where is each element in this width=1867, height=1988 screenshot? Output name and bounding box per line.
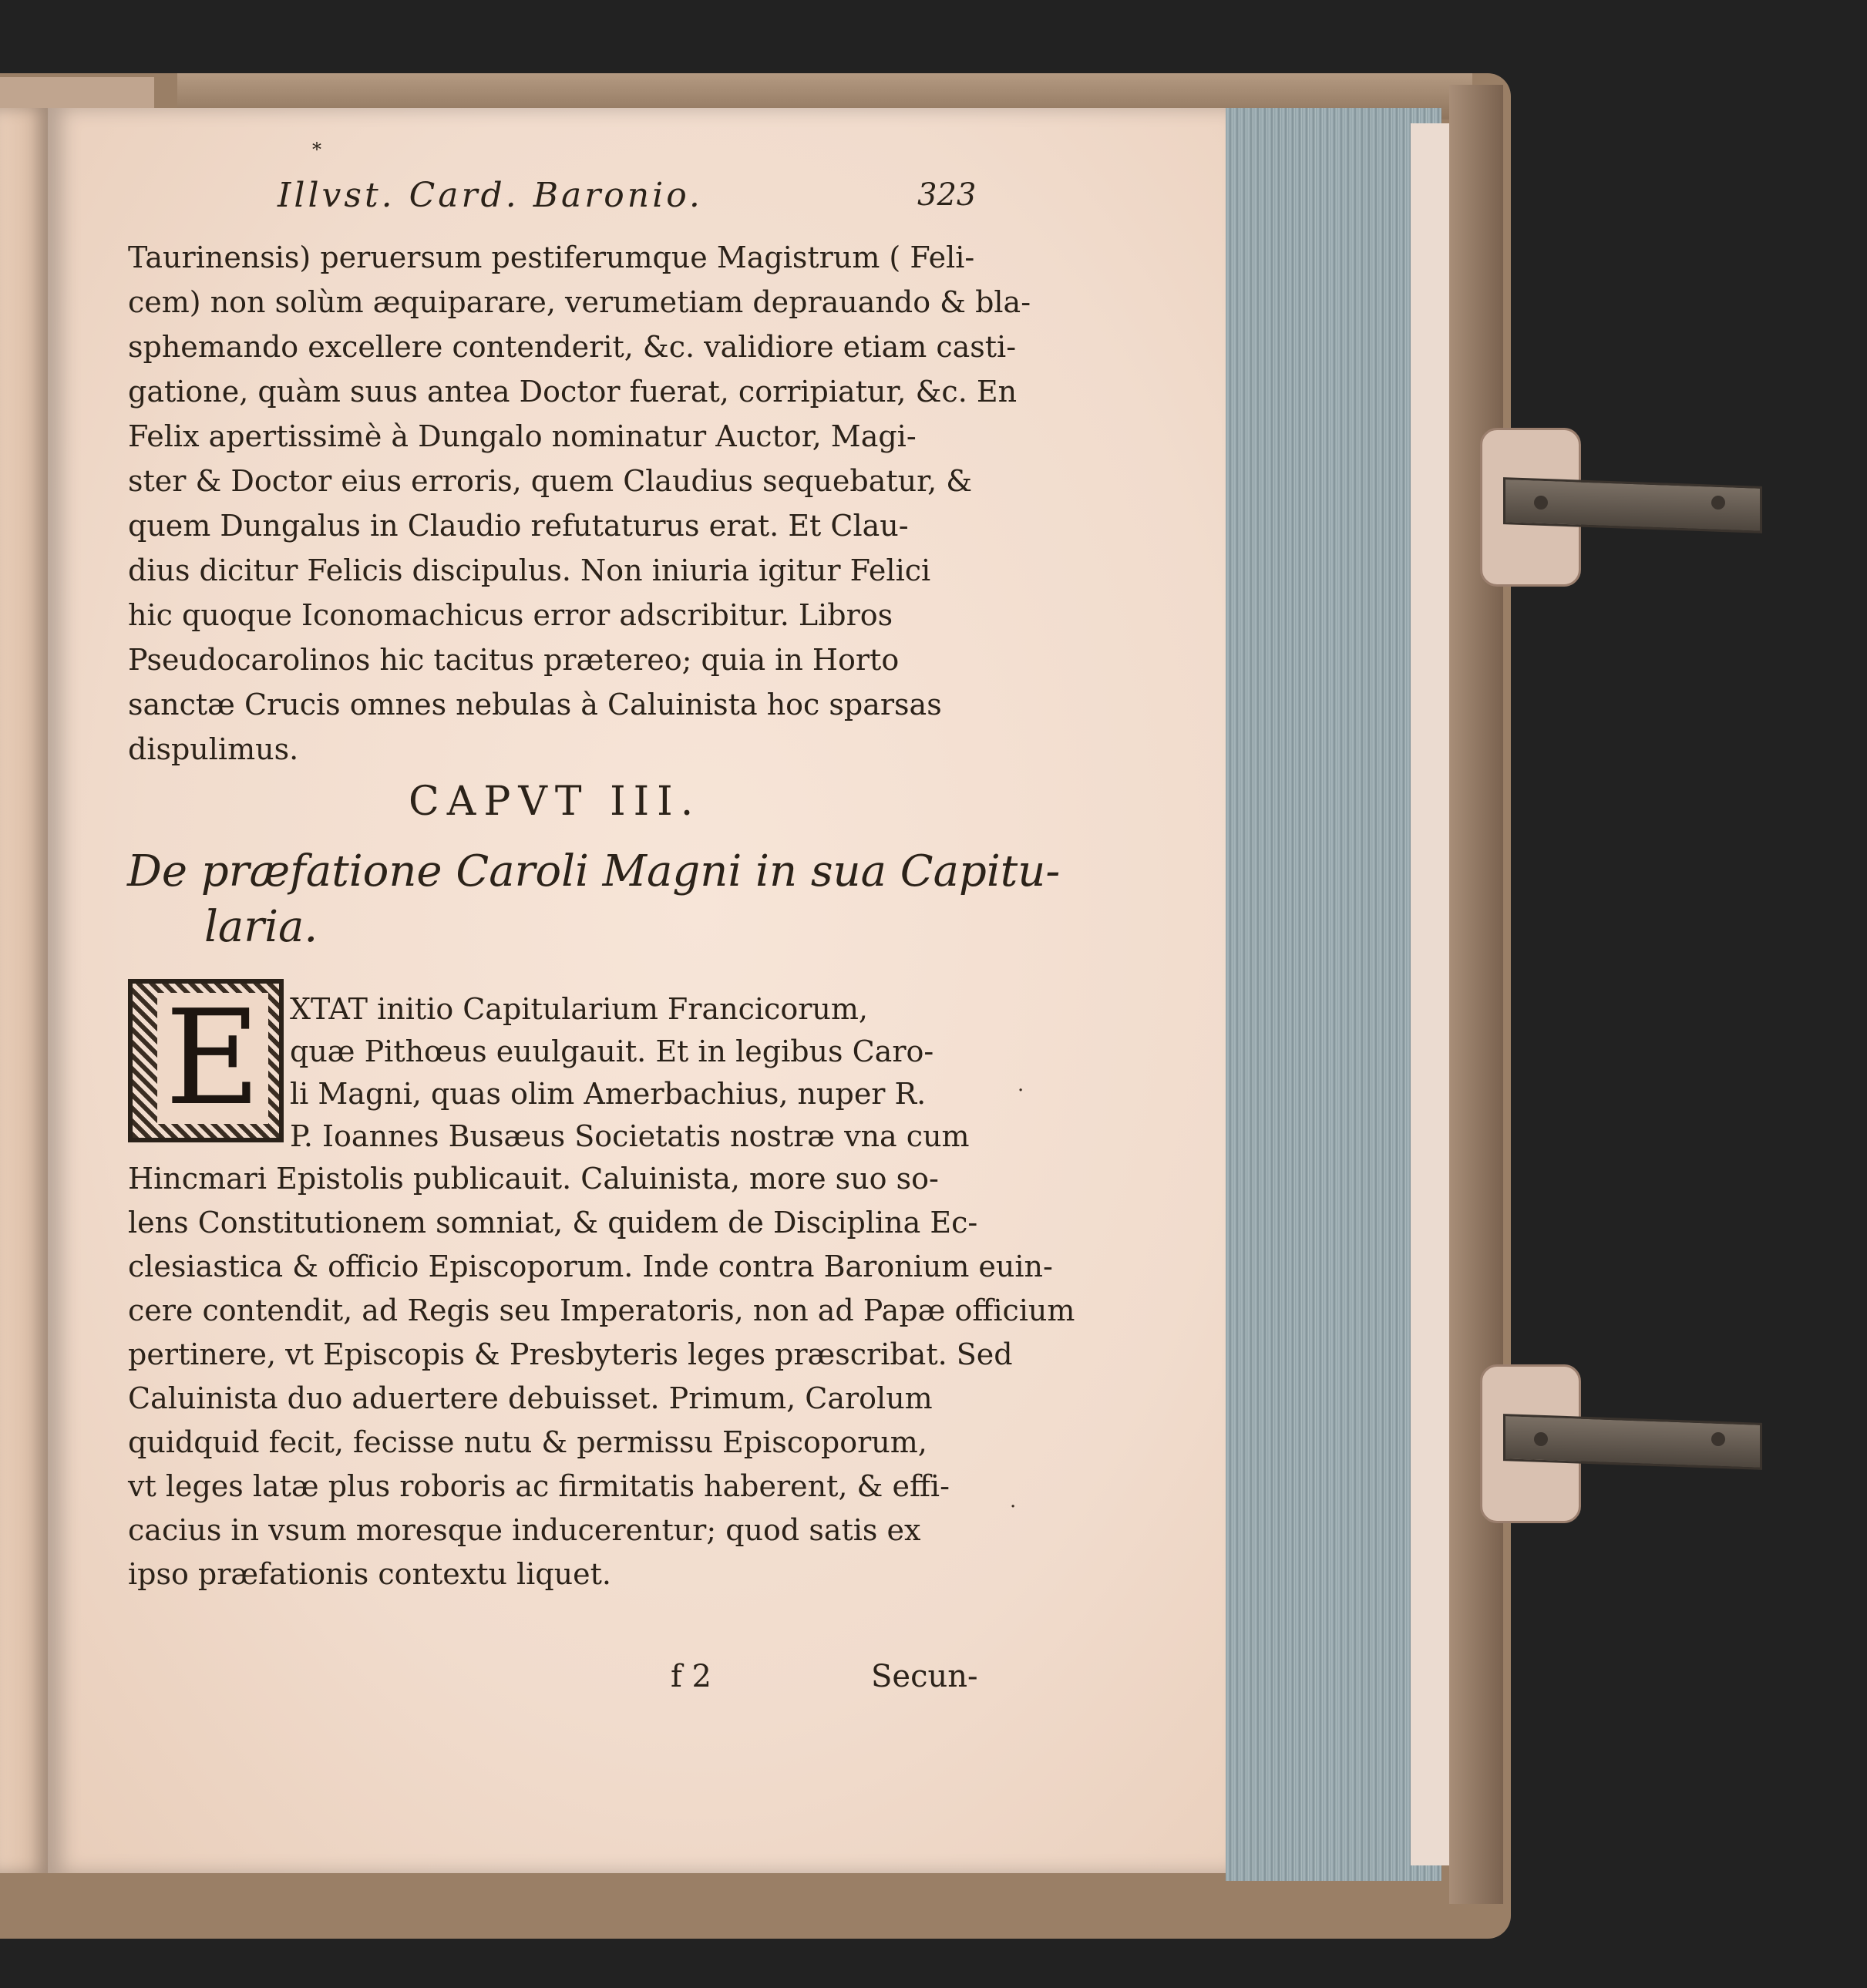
text-line: li Magni, quas olim Amerbachius, nuper R. [290, 1077, 927, 1111]
chapter-title-line: De præfatione Caroli Magni in sua Capitu- [127, 846, 1061, 896]
text-line: clesiastica & officio Episcoporum. Inde contra Baronium euin- [128, 1250, 1053, 1283]
text-line: hic quoque Iconomachicus error adscribitur. Libros [128, 598, 893, 632]
clasp-rivet [1711, 1432, 1725, 1446]
text-line: Hincmari Epistolis publicauit. Caluinista, more suo so- [128, 1162, 939, 1196]
text-line: sphemando excellere contenderit, &c. validiore etiam casti- [128, 330, 1017, 364]
initial-letter: E [157, 993, 268, 1124]
left-page-gutter [0, 108, 48, 1873]
signature-mark: f 2 [671, 1659, 711, 1694]
catchword: Secun- [871, 1659, 978, 1694]
text-line: ipso præfationis contextu liquet. [128, 1557, 611, 1591]
text-line: Pseudocarolinos hic tacitus prætereo; quia in Horto [128, 643, 900, 677]
text-line: XTAT initio Capitularium Francicorum, [290, 992, 868, 1026]
clasp-rivet [1534, 1432, 1548, 1446]
text-line: Felix apertissimè à Dungalo nominatur Auctor, Magi- [128, 419, 917, 453]
text-line: Caluinista duo aduertere debuisset. Primum, Carolum [128, 1381, 933, 1415]
fore-edge-light [1411, 123, 1449, 1865]
left-cover-edge [0, 77, 154, 112]
text-line: pertinere, vt Episcopis & Presbyteris leges præscribat. Sed [128, 1337, 1013, 1371]
text-line: quem Dungalus in Claudio refutaturus erat. Et Clau- [128, 509, 909, 543]
text-line: dispulimus. [128, 732, 299, 766]
clasp-rivet [1534, 496, 1548, 510]
chapter-title-line: laria. [204, 902, 318, 952]
text-line: quidquid fecit, fecisse nutu & permissu Episcoporum, [128, 1425, 927, 1459]
text-line: Taurinensis) peruersum pestiferumque Magistrum ( Feli- [128, 241, 975, 274]
board-edge [1449, 85, 1503, 1904]
clasp-rivet [1711, 496, 1725, 510]
text-line: sanctæ Crucis omnes nebulas à Caluinista hoc sparsas [128, 688, 942, 722]
margin-dagger: * [312, 139, 321, 160]
chapter-title [127, 844, 1060, 955]
text-line: vt leges latæ plus roboris ac firmitatis haberent, & effi- [128, 1469, 950, 1503]
text-line: ster & Doctor eius erroris, quem Claudius sequebatur, & [128, 464, 973, 498]
text-line: cere contendit, ad Regis seu Imperatoris, non ad Papæ officium [128, 1293, 1075, 1327]
margin-mark: · [1018, 1079, 1024, 1102]
running-head: Illvst. Card. Baronio. [278, 176, 703, 215]
page-number: 323 [917, 177, 977, 213]
text-line: cacius in vsum moresque inducerentur; quod satis ex [128, 1513, 921, 1547]
margin-mark: · [1010, 1495, 1017, 1519]
text-line: cem) non solùm æquiparare, verumetiam deprauando & bla- [128, 285, 1031, 319]
chapter-heading: CAPVT III. [409, 779, 701, 825]
text-line: quæ Pithœus euulgauit. Et in legibus Caro- [290, 1034, 934, 1068]
text-line: lens Constitutionem somniat, & quidem de Disciplina Ec- [128, 1206, 978, 1240]
text-line: gatione, quàm suus antea Doctor fuerat, corripiatur, &c. En [128, 375, 1018, 409]
text-line: dius dicitur Felicis discipulus. Non iniuria igitur Felici [128, 553, 931, 587]
text-line: P. Ioannes Busæus Societatis nostræ vna cum [290, 1119, 970, 1153]
decorated-initial [128, 979, 284, 1142]
fore-edge [1226, 108, 1441, 1881]
